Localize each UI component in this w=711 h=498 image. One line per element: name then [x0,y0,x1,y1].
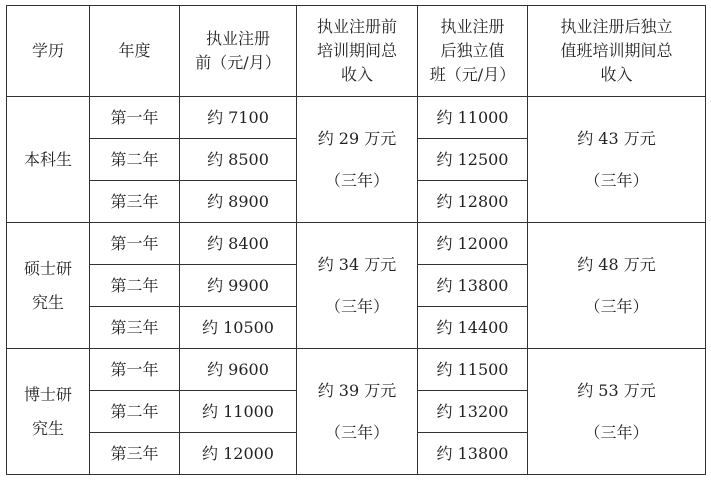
pre-salary-cell: 约 11000 [180,391,297,433]
header-pre-total-line: 收入 [340,65,373,84]
year-cell: 第一年 [90,349,180,391]
year-cell: 第二年 [90,391,180,433]
post-total-amount: 约 48 万元 [577,254,656,274]
header-post-total [528,6,706,97]
post-salary-cell: 约 11000 [418,97,528,139]
pre-total-period: （三年） [324,170,389,190]
post-total-period: （三年） [584,296,649,316]
pre-salary-cell: 约 9600 [180,349,297,391]
education-label: 本科生 [23,149,72,169]
pre-total-amount: 约 29 万元 [317,128,397,148]
year-cell: 第二年 [90,139,180,181]
education-label: 究生 [31,292,64,312]
post-total-period: （三年） [584,422,649,442]
header-post-salary-line: 执业注册 [440,17,505,36]
pre-salary-cell: 约 8500 [180,139,297,181]
post-salary-cell: 约 12000 [418,223,528,265]
header-post-salary-line: 后独立值 [440,41,505,60]
header-pre-salary [180,6,297,97]
pre-total-period: （三年） [324,296,389,316]
pre-total-amount: 约 39 万元 [317,380,397,400]
post-total-period: （三年） [584,170,649,190]
education-cell [7,223,90,349]
header-pre-total-line: 执业注册前 [316,17,397,36]
education-label: 究生 [31,418,64,438]
year-cell: 第三年 [90,181,180,223]
education-label: 博士研 [23,384,72,404]
salary-table [6,5,706,475]
post-total-amount: 约 53 万元 [577,380,656,400]
year-cell: 第一年 [90,223,180,265]
header-year: 年度 [90,6,180,97]
table-row [7,349,706,391]
pre-salary-cell: 约 12000 [180,433,297,475]
pre-salary-cell: 约 8400 [180,223,297,265]
table-row [7,223,706,265]
header-post-total-line: 执业注册后独立 [560,17,673,36]
header-pre-salary-line: 前（元/月） [195,53,281,72]
education-cell [7,97,90,223]
year-cell: 第一年 [90,97,180,139]
post-total-cell [528,349,706,475]
post-total-cell [528,223,706,349]
post-salary-cell: 约 12800 [418,181,528,223]
pre-total-cell [297,223,418,349]
pre-total-amount: 约 34 万元 [317,254,397,274]
header-pre-salary-line: 执业注册 [205,29,270,48]
post-salary-cell: 约 13800 [418,433,528,475]
pre-salary-cell: 约 8900 [180,181,297,223]
education-label: 硕士研 [23,258,72,278]
post-salary-cell: 约 14400 [418,307,528,349]
post-total-amount: 约 43 万元 [577,128,656,148]
year-cell: 第三年 [90,307,180,349]
post-salary-cell: 约 11500 [418,349,528,391]
pre-salary-cell: 约 7100 [180,97,297,139]
pre-total-cell [297,97,418,223]
header-pre-total-line: 培训期间总 [316,41,397,60]
year-cell: 第三年 [90,433,180,475]
header-education: 学历 [7,6,90,97]
post-salary-cell: 约 13200 [418,391,528,433]
post-total-cell [528,97,706,223]
pre-total-cell [297,349,418,475]
post-salary-cell: 约 12500 [418,139,528,181]
pre-salary-cell: 约 9900 [180,265,297,307]
post-salary-cell: 约 13800 [418,265,528,307]
header-post-total-line: 收入 [600,65,633,84]
education-cell [7,349,90,475]
header-row [7,6,706,97]
header-post-salary-line: 班（元/月） [429,65,516,84]
header-pre-total [297,6,418,97]
year-cell: 第二年 [90,265,180,307]
pre-salary-cell: 约 10500 [180,307,297,349]
header-post-salary [418,6,528,97]
table-row [7,97,706,139]
header-post-total-line: 值班培训期间总 [560,41,673,60]
pre-total-period: （三年） [324,422,389,442]
